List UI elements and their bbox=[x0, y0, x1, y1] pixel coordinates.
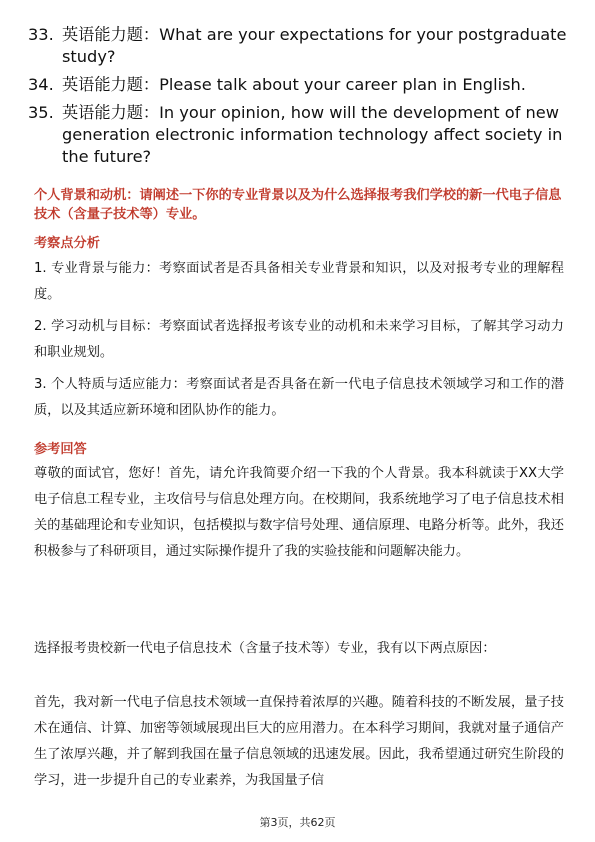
question-text: 英语能力题：What are your expectations for your postgraduate study? bbox=[62, 25, 567, 66]
question-number: 33. bbox=[28, 25, 54, 44]
analysis-title: 考察点分析 bbox=[34, 236, 100, 251]
question-text: 英语能力题：Please talk about your career plan in English. bbox=[62, 75, 526, 94]
answer-title: 参考回答 bbox=[34, 442, 87, 457]
question-heading: 个人背景和动机：请阐述一下你的专业背景以及为什么选择报考我们学校的新一代电子信息技术（含量子技术等）专业。 bbox=[34, 188, 562, 222]
question-number: 35. bbox=[28, 103, 54, 122]
analysis-point: 3. 个人特质与适应能力：考察面试者是否具备在新一代电子信息技术领域学习和工作的潜质，以及其适应新环境和团队协作的能力。 bbox=[34, 377, 564, 418]
page-footer: 第3页，共62页 bbox=[259, 816, 336, 829]
answer-paragraph: 选择报考贵校新一代电子信息技术（含量子技术等）专业，我有以下两点原因： bbox=[34, 641, 496, 656]
analysis-point: 1. 专业背景与能力：考察面试者是否具备相关专业背景和知识，以及对报考专业的理解程度。 bbox=[34, 261, 564, 302]
question-number: 34. bbox=[28, 75, 54, 94]
question-text: 英语能力题：In your opinion, how will the development of new generation electronic information technology affect society in the future? bbox=[62, 103, 563, 166]
answer-paragraph: 首先，我对新一代电子信息技术领域一直保持着浓厚的兴趣。随着科技的不断发展，量子技术在通信、计算、加密等领域展现出巨大的应用潜力。在本科学习期间，我就对量子通信产生了浓厚兴趣，并了解到我国在量子信息领域的迅速发展。因此，我希望通过研究生阶段的学习，进一步提升自己的专业素养，为我国量子信 bbox=[34, 695, 564, 788]
answer-paragraph: 尊敬的面试官，您好！首先，请允许我简要介绍一下我的个人背景。我本科就读于XX大学电子信息工程专业，主攻信号与信息处理方向。在校期间，我系统地学习了电子信息技术相关的基础理论和专业知识，包括模拟与数字信号处理、通信原理、电路分析等。此外，我还积极参与了科研项目，通过实际操作提升了我的实验技能和问题解决能力。 bbox=[34, 466, 564, 559]
question-list bbox=[28, 24, 568, 174]
list-item bbox=[28, 74, 568, 96]
analysis-point: 2. 学习动机与目标：考察面试者选择报考该专业的动机和未来学习目标，了解其学习动力和职业规划。 bbox=[34, 319, 564, 360]
list-item bbox=[28, 24, 568, 68]
list-item bbox=[28, 102, 568, 168]
